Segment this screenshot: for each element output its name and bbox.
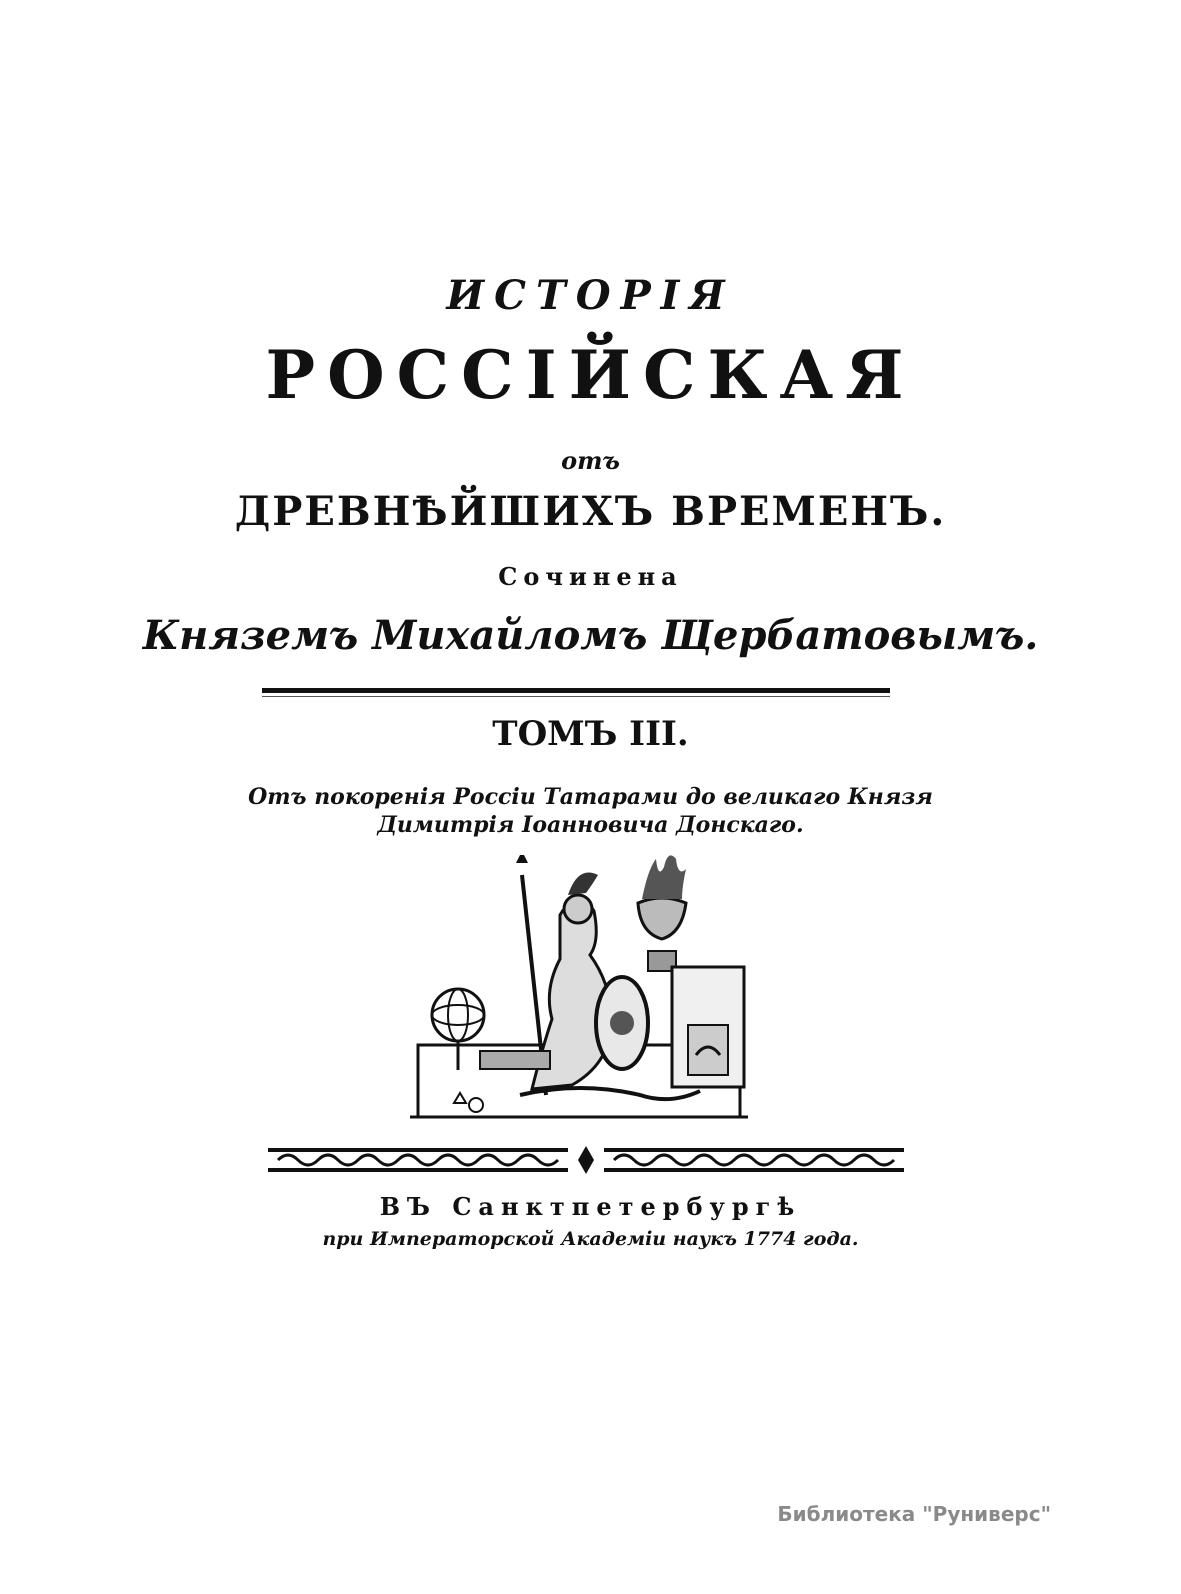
divider-rule-thin bbox=[262, 696, 890, 697]
title-line-4: ДРЕВНѢЙШИХЪ ВРЕМЕНЪ. bbox=[234, 488, 947, 535]
ornamental-border bbox=[268, 1144, 904, 1176]
library-watermark: Библиотека "Руниверс" bbox=[777, 1502, 1051, 1526]
divider-rule bbox=[262, 688, 890, 693]
author-prefix: Сочинена bbox=[498, 562, 683, 591]
subtitle-line-1: Отъ покоренія Россіи Татарами до великаго Князя bbox=[248, 784, 933, 810]
imprint-place: ВЪ Санктпетербургѣ bbox=[379, 1192, 802, 1221]
minerva-vignette-illustration bbox=[410, 855, 748, 1125]
title-line-2: РОССІЙСКАЯ bbox=[265, 336, 916, 414]
volume-label: ТОМЪ III. bbox=[492, 714, 689, 754]
subtitle-line-2: Димитрія Іоанновича Донскаго. bbox=[377, 812, 804, 838]
imprint-publisher: при Императорской Академіи наукъ 1774 года. bbox=[322, 1228, 859, 1250]
title-line-3: отъ bbox=[561, 446, 620, 475]
author-name: Княземъ Михайломъ Щербатовымъ. bbox=[142, 612, 1039, 659]
title-line-1: ИСТОРІЯ bbox=[446, 272, 735, 319]
